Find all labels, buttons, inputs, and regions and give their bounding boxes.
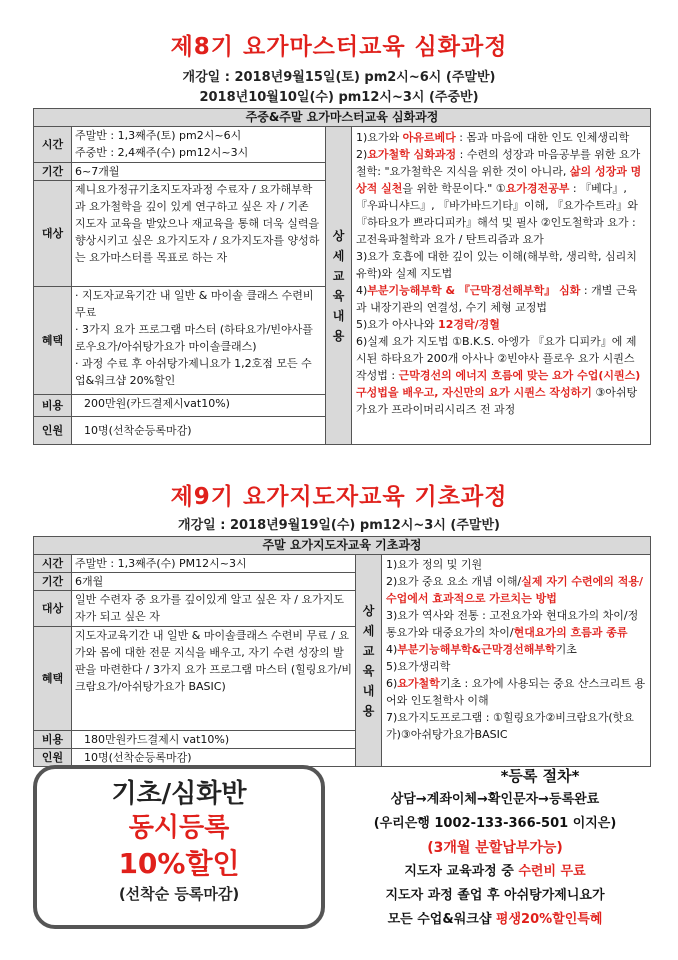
detail-label-char: 용 — [332, 328, 345, 343]
course8-benefit-label: 혜택 — [34, 287, 72, 395]
course8-details: 1)요가와 아유르베다 : 몸과 마음에 대한 인도 인체생리학 2)요가철학 심화과정 : 수련의 성장과 마음공부를 위한 요가철학: "요가철학은 지식을 위한 것이 아니라, 삶의 성장과 명상적 실천을 위한 학문이다." ①요가경전공부 : 『베다』, 『우파니샤드』, 『바가바드기타』이해, 『요가수트라』와 『하타요가 쁘라디피카』해석 및 필사 ②인도철학과 요가 : 고전육파철학과 요가 / 탄트리즘과 요가 3)요가 호흡에 대한 깊이 있는 이해(해부학, 생리학, 심리치유학)와 실제 지도법 4)부분기능해부학 & 『근막경선해부학』 심화 : 개별 근육과 내장기관의 연결성, 수기 체형 교정법 5)요가 아사나와 12경락/경혈 6)실제 요가 지도법 ①B.K.S. 아엥가 『요가 디피카』에 제시된 하타요가 200개 아사나 ②빈야사 플로우 요가 시퀀스 작성법 : 근막경선의 에너지 흐름에 맞는 요가 수업(시퀀스)구성법을 배우고, 자신만의 요가 시퀀스 작성하기 ③아쉬탕가요가 프라이머리시리즈 전 과정 — [352, 127, 651, 445]
registration-installment: (3개월 분할납부가능) — [427, 840, 563, 856]
detail-label-char: 내 — [362, 683, 375, 698]
course8-time-value — [72, 127, 326, 163]
promo-line3: 10%할인 — [118, 847, 240, 880]
course8-time-line: 주중반 : 2,4째주(수) pm12시~3시 — [75, 146, 249, 159]
course9-cost-label: 비용 — [34, 731, 72, 749]
course9-details: 1)요가 정의 및 기원 2)요가 중요 요소 개념 이해/실제 자기 수련에의 적용/수업에서 효과적으로 가르치는 방법 3)요가 역사와 전통 : 고전요가와 현대요가의 차이/정통요가와 대중요가의 차이/현대요가의 흐름과 종류 4)부분기능해부학&근막경선해부학기초 5)요가생리학 6)요가철학기초 : 요가에 사용되는 중요 산스크리트 용어와 인도철학사 이해 7)요가지도프로그램 : ①힐링요가②비크람요가(핫요가)③아쉬탕가요가BASIC — [382, 555, 651, 767]
promo-box — [33, 765, 325, 929]
course9-people-value: 10명(선착순등록마감) — [72, 749, 356, 767]
course9-benefit-label: 혜택 — [34, 627, 72, 731]
detail-label-char: 교 — [332, 268, 345, 283]
course8-people-label: 인원 — [34, 417, 72, 445]
course8-time-line: 주말반 : 1,3째주(토) pm2시~6시 — [75, 129, 242, 142]
course8-open-line2: 2018년10월10일(수) pm12시~3시 (주중반) — [199, 90, 479, 105]
course9-target-label: 대상 — [34, 591, 72, 627]
promo-line2: 동시등록 — [128, 813, 230, 843]
course9-time-label: 시간 — [34, 555, 72, 573]
registration-line5: 지도자 교육과정 중 수련비 무료 — [404, 864, 586, 879]
benefit-item: · 3가지 요가 프로그램 마스터 (하타요가/빈야사플로우요가/아쉬탕가요가 마이솔클래스) — [75, 323, 313, 353]
course9-title: 제9기 요가지도자교육 기초과정 — [170, 484, 508, 510]
course9-open-line: 개강일 : 2018년9월19일(수) pm12시~3시 (주말반) — [178, 518, 500, 533]
course8-period-label: 기간 — [34, 163, 72, 181]
detail-label-char: 세 — [362, 623, 375, 638]
registration-line7: 모든 수업&워크샵 평생20%할인특혜 — [387, 912, 603, 927]
course8-cost-value: 200만원(카드결제시vat10%) — [72, 395, 326, 417]
registration-section — [340, 764, 650, 932]
course9-cost-value: 180만원카드결제시 vat10%) — [72, 731, 356, 749]
detail-label-char: 육 — [362, 663, 375, 678]
course8-title: 제8기 요가마스터교육 심화과정 — [170, 34, 508, 60]
registration-title: *등록 절차* — [500, 767, 580, 785]
course9-benefit-value: 지도자교육기간 내 일반 & 마이솔클래스 수련비 무료 / 요가와 몸에 대한 전문 지식을 배우고, 자기 수련 성장의 발판을 마련한다 / 3가지 요가 프로그램 마스터 (힐링요가/비크람요가/아쉬탕가요가 BASIC) — [72, 627, 356, 731]
registration-steps: 상담→계좌이체→확인문자→등록완료 — [390, 792, 600, 807]
course8-open-line1: 개강일 : 2018년9월15일(토) pm2시~6시 (주말반) — [182, 70, 496, 85]
course8-benefit-value — [72, 287, 326, 395]
promo-line4: (선착순 등록마감) — [118, 885, 240, 903]
detail-label-char: 세 — [332, 248, 345, 263]
course9-table-header: 주말 요가지도자교육 기초과정 — [34, 537, 651, 555]
registration-line6: 지도자 과정 졸업 후 아쉬탕가제니요가 — [385, 888, 605, 903]
course9-target-value: 일반 수련자 중 요가를 깊이있게 알고 싶은 자 / 요가지도자가 되고 싶은 자 — [72, 591, 356, 627]
course9-period-value: 6개월 — [72, 573, 356, 591]
course8-table — [33, 108, 651, 445]
course9-period-label: 기간 — [34, 573, 72, 591]
benefit-item: · 지도자교육기간 내 일반 & 마이솔 클래스 수련비 무료 — [75, 289, 314, 319]
course8-detail-label — [326, 127, 352, 445]
detail-label-char: 교 — [362, 643, 375, 658]
course8-time-label: 시간 — [34, 127, 72, 163]
course8-table-header: 주중&주말 요가마스터교육 심화과정 — [34, 109, 651, 127]
registration-bank: (우리은행 1002-133-366-501 이지은) — [373, 816, 617, 831]
course8-target-label: 대상 — [34, 181, 72, 287]
course8-target-value: 제니요가정규기초지도자과정 수료자 / 요가해부학과 요가철학을 깊이 있게 연구하고 싶은 자 / 기존 지도자 교육을 받았으나 재교육을 통해 더욱 실력을 향상시키고 싶은 요가지도자 / 요가지도자를 양성하는 요가마스터를 목표로 하는 자 — [72, 181, 326, 287]
detail-label-char: 상 — [332, 228, 345, 243]
promo-line1: 기초/심화반 — [111, 779, 247, 809]
course9-people-label: 인원 — [34, 749, 72, 767]
course9-table — [33, 536, 651, 767]
detail-label-char: 육 — [332, 288, 345, 303]
course9-detail-label — [356, 555, 382, 767]
course8-cost-label: 비용 — [34, 395, 72, 417]
course9-time-value: 주말반 : 1,3째주(수) PM12시~3시 — [72, 555, 356, 573]
course8-period-value: 6~7개월 — [72, 163, 326, 181]
course8-people-value: 10명(선착순등록마감) — [72, 417, 326, 445]
detail-label-char: 내 — [332, 308, 345, 323]
detail-label-char: 용 — [362, 703, 375, 718]
detail-label-char: 상 — [362, 603, 375, 618]
benefit-item: · 과정 수료 후 아쉬탕가제니요가 1,2호점 모든 수업&워크샵 20%할인 — [75, 357, 312, 387]
